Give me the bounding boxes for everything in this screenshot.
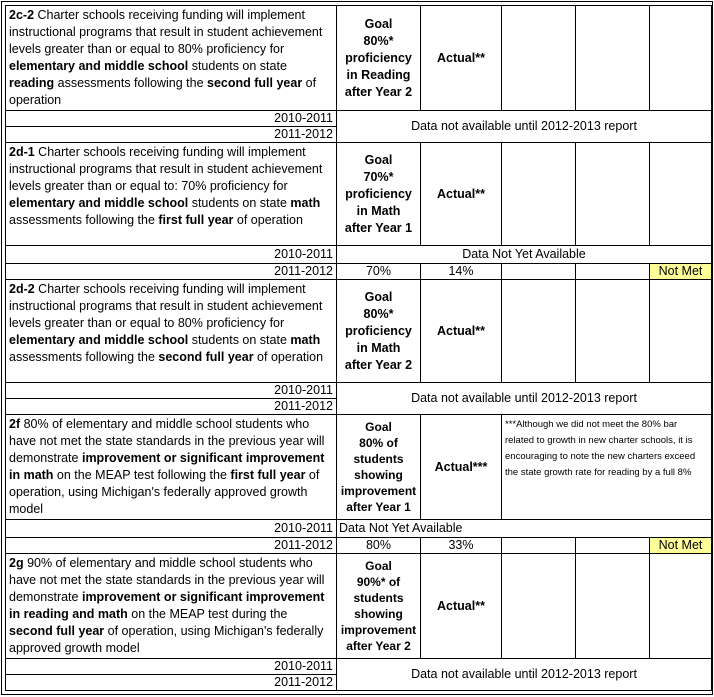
empty-cell (576, 280, 650, 383)
goal-description: 2c-2 Charter schools receiving funding will implement instructional programs that result in student achievement levels greater than or equal to 80% proficiency for elementary and middle school students on state reading assessments following the second full year of operation (6, 6, 337, 111)
report-table-frame (1, 1, 713, 695)
actual-header: Actual** (421, 6, 502, 111)
empty-cell (502, 6, 576, 111)
status-text: Data not available until 2012-2013 report (337, 659, 712, 691)
goal-target: Goal 70%* proficiency in Math after Year 1 (337, 143, 421, 246)
empty-cell (576, 554, 650, 659)
year-row (6, 111, 712, 127)
goal-row-2c-2 (6, 6, 712, 111)
status-text: Data Not Yet Available (337, 246, 712, 264)
goal-row-2g (6, 554, 712, 659)
goal-description: 2g 90% of elementary and middle school students who have not met the state standards in the previous year will demonstrate improvement or significant improvement in reading and math on the MEAP test during the second full year of operation, using Michigan's federally approved growth model (6, 554, 337, 659)
year-label: 2011-2012 (6, 127, 337, 143)
empty-cell (650, 6, 712, 111)
actual-header: Actual** (421, 143, 502, 246)
actual-value: 14% (421, 264, 502, 280)
year-label: 2010-2011 (6, 383, 337, 399)
empty-cell (502, 538, 576, 554)
goal-target: Goal 80% of students showing improvement after Year 1 (337, 415, 421, 520)
empty-cell (576, 6, 650, 111)
year-label: 2010-2011 (6, 246, 337, 264)
status-text: Data not available until 2012-2013 report (337, 383, 712, 415)
goal-row-2d-2 (6, 280, 712, 383)
year-row (6, 264, 712, 280)
actual-header: Actual*** (421, 415, 502, 520)
status-text: Data not available until 2012-2013 report (337, 111, 712, 143)
goal-row-2d-1 (6, 143, 712, 246)
empty-cell (576, 143, 650, 246)
year-label: 2011-2012 (6, 538, 337, 554)
actual-value: 33% (421, 538, 502, 554)
goal-description: 2f 80% of elementary and middle school students who have not met the state standards in the previous year will demonstrate improvement or significant improvement in math on the MEAP test following the first full year of operation, using Michigan's federally approved growth model (6, 415, 337, 520)
year-label: 2010-2011 (6, 111, 337, 127)
year-row (6, 520, 712, 538)
actual-header: Actual** (421, 280, 502, 383)
goal-value: 80% (337, 538, 421, 554)
goal-description: 2d-1 Charter schools receiving funding will implement instructional programs that result in student achievement levels greater than or equal to: 70% proficiency for elementary and middle school students on state math assessments following the first full year of operation (6, 143, 337, 246)
empty-cell (650, 554, 712, 659)
empty-cell (502, 280, 576, 383)
actual-header: Actual** (421, 554, 502, 659)
goal-row-2f (6, 415, 712, 520)
year-label: 2010-2011 (6, 520, 337, 538)
empty-cell (650, 280, 712, 383)
year-label: 2010-2011 (6, 659, 337, 675)
goal-description: 2d-2 Charter schools receiving funding will implement instructional programs that result in student achievement levels greater than or equal to 80% proficiency for elementary and middle school students on state math assessments following the second full year of operation (6, 280, 337, 383)
year-label: 2011-2012 (6, 675, 337, 691)
empty-cell (502, 143, 576, 246)
empty-cell (650, 143, 712, 246)
empty-cell (576, 538, 650, 554)
goal-value: 70% (337, 264, 421, 280)
year-row (6, 659, 712, 675)
goal-target: Goal 80%* proficiency in Math after Year 2 (337, 280, 421, 383)
charter-goals-table (5, 5, 712, 691)
year-row (6, 246, 712, 264)
goal-target: Goal 80%* proficiency in Reading after Year 2 (337, 6, 421, 111)
year-label: 2011-2012 (6, 264, 337, 280)
empty-cell (502, 554, 576, 659)
goal-target: Goal 90%* of students showing improvement after Year 2 (337, 554, 421, 659)
status-text: Data Not Yet Available (337, 520, 712, 538)
year-row (6, 383, 712, 399)
empty-cell (502, 264, 576, 280)
footnote-text: ***Although we did not meet the 80% bar related to growth in new charter schools, it is encouraging to note the new charters exceed the state growth rate for reading by a full 8% (502, 415, 712, 520)
empty-cell (576, 264, 650, 280)
year-label: 2011-2012 (6, 399, 337, 415)
year-row (6, 538, 712, 554)
status-badge: Not Met (650, 264, 712, 280)
status-badge: Not Met (650, 538, 712, 554)
